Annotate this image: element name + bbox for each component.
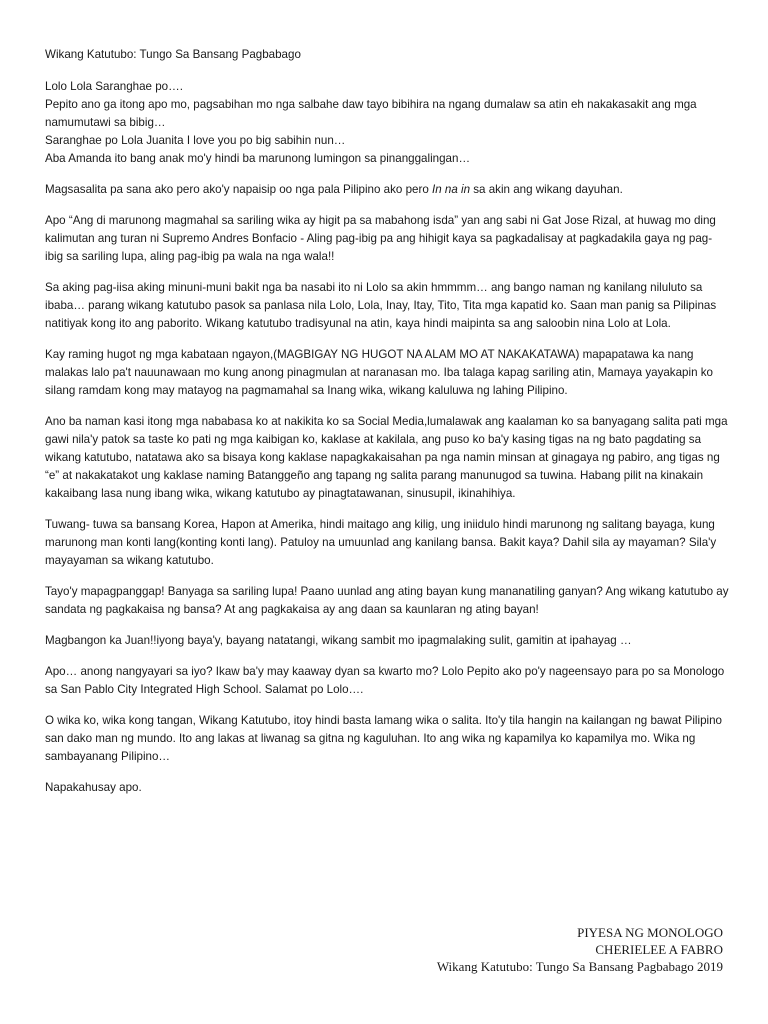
paragraph: O wika ko, wika kong tangan, Wikang Katutubo, itoy hindi basta lamang wika o salita. Ito'y tila hangin na kailangan ng bawat Pilipino san dako man ng mundo. Ito ang lakas at liwanag sa gitna ng kaguluhan. Ito ang wika ng kapamilya ko kapamilya mo. Wika ng sambayanang Pilipino… <box>45 714 722 763</box>
intro-line: Aba Amanda ito bang anak mo'y hindi ba marunong lumingon sa pinanggalingan… <box>45 152 471 165</box>
intro-paragraph <box>45 78 730 168</box>
paragraph-text: sa akin ang wikang dayuhan. <box>470 183 623 196</box>
document-title: Wikang Katutubo: Tungo Sa Bansang Pagbabago <box>45 48 301 61</box>
intro-line: Saranghae po Lola Juanita I love you po big sabihin nun… <box>45 134 346 147</box>
paragraph: Sa aking pag-iisa aking minuni-muni bakit nga ba nasabi ito ni Lolo sa akin hmmmm… ang bango naman ng kanilang niluluto sa ibaba… parang wikang katutubo pasok sa panlasa nila Lolo, Lola, Inay, Itay, Tito, Tita mga kapatid ko. Saan man panig sa Pilipinas natitiyak kong ito ang paborito. Wikang katutubo tradisyunal na atin, kaya hindi maipinta sa ang saloobin nina Lolo at Lola. <box>45 281 717 330</box>
paragraph: Kay raming hugot ng mga kabataan ngayon,(MAGBIGAY NG HUGOT NA ALAM MO AT NAKAKATAWA) mapapatawa ka nang malakas lalo pa't nauunawaan mo kung anong pinagmulan at naranasan mo. Iba talaga kapag sariling atin, Mamaya yayakapin ko silang ramdam kong may matayog na pagmamahal sa Inang wika, wikang kaluluwa ng lahing Pilipino. <box>45 348 713 397</box>
closing-line: Napakahusay apo. <box>45 781 142 794</box>
paragraph: Ano ba naman kasi itong mga nababasa ko at nakikita ko sa Social Media,lumalawak ang kaalaman ko sa banyagang salita pati mga gawi nila'y patok sa taste ko pati ng mga kaibigan ko, kaklase at kakilala, ang puso ko ba'y kasing tigas na ng bato pagdating sa wikang katutubo, natatawa ako sa bisaya kong kaklase napagkakaisahan pa nga namin minsan at ginagaya ng pabiro, ang tigas ng “e” at nakakatakot ung kaklase naming Batanggeño ang tapang ng salita parang manunugod sa tuwina. Habang pilit na kinakain kakaibang lasa nung ibang wika, wikang katutubo ay pinagtatawanan, sinusupil, ikinahihiya. <box>45 415 728 500</box>
paragraph-text: Magsasalita pa sana ako pero ako'y napaisip oo nga pala Pilipino ako pero <box>45 183 432 196</box>
italic-phrase: In na in <box>432 183 471 196</box>
intro-line: Lolo Lola Saranghae po…. <box>45 80 183 93</box>
signature-piece-type: PIYESA NG MONOLOGO <box>577 925 723 940</box>
signature-block <box>437 924 723 975</box>
paragraph: Apo “Ang di marunong magmahal sa sariling wika ay higit pa sa mabahong isda” yan ang sabi ni Gat Jose Rizal, at huwag mo ding kalimutan ang turan ni Supremo Andres Bonfacio - Aling pag-ibig pa ang hihigit kaya sa pagkadalisay at pagkadakila gaya ng pag-ibig sa sariling lupa, aling pag-ibig pa wala na nga wala!! <box>45 214 716 263</box>
paragraph: Magbangon ka Juan!!iyong baya'y, bayang natatangi, wikang sambit mo ipagmalaking sulit, gamitin at ipahayag … <box>45 634 632 647</box>
paragraph: Tayo'y mapagpanggap! Banyaga sa sariling lupa! Paano uunlad ang ating bayan kung mananatiling ganyan? Ang wikang katutubo ay sandata ng pagkakaisa ng bansa? At ang pagkakaisa ay ang daan sa kaunlaran ng ating bayan! <box>45 585 729 616</box>
signature-work-title: Wikang Katutubo: Tungo Sa Bansang Pagbabago 2019 <box>436 959 723 974</box>
intro-line: Pepito ano ga itong apo mo, pagsabihan mo nga salbahe daw tayo bibihira na ngang dumalaw sa atin eh nakakasakit ang mga namumutawi sa bibig… <box>45 98 697 129</box>
document-body <box>45 46 730 810</box>
paragraph-magsasalita <box>45 181 730 199</box>
paragraph: Tuwang- tuwa sa bansang Korea, Hapon at Amerika, hindi maitago ang kilig, ung iniidulo hindi marunong ng salitang bayaga, kung marunong man konti lang(konting konti lang). Patuloy na umuunlad ang kanilang bansa. Bakit kaya? Dahil sila ay mayaman? Sila'y mayayaman sa wikang katutubo. <box>45 518 717 567</box>
paragraph: Apo… anong nangyayari sa iyo? Ikaw ba'y may kaaway dyan sa kwarto mo? Lolo Pepito ako po'y nageensayo para po sa Monologo sa San Pablo City Integrated High School. Salamat po Lolo…. <box>45 665 725 696</box>
signature-author: CHERIELEE A FABRO <box>595 942 723 957</box>
